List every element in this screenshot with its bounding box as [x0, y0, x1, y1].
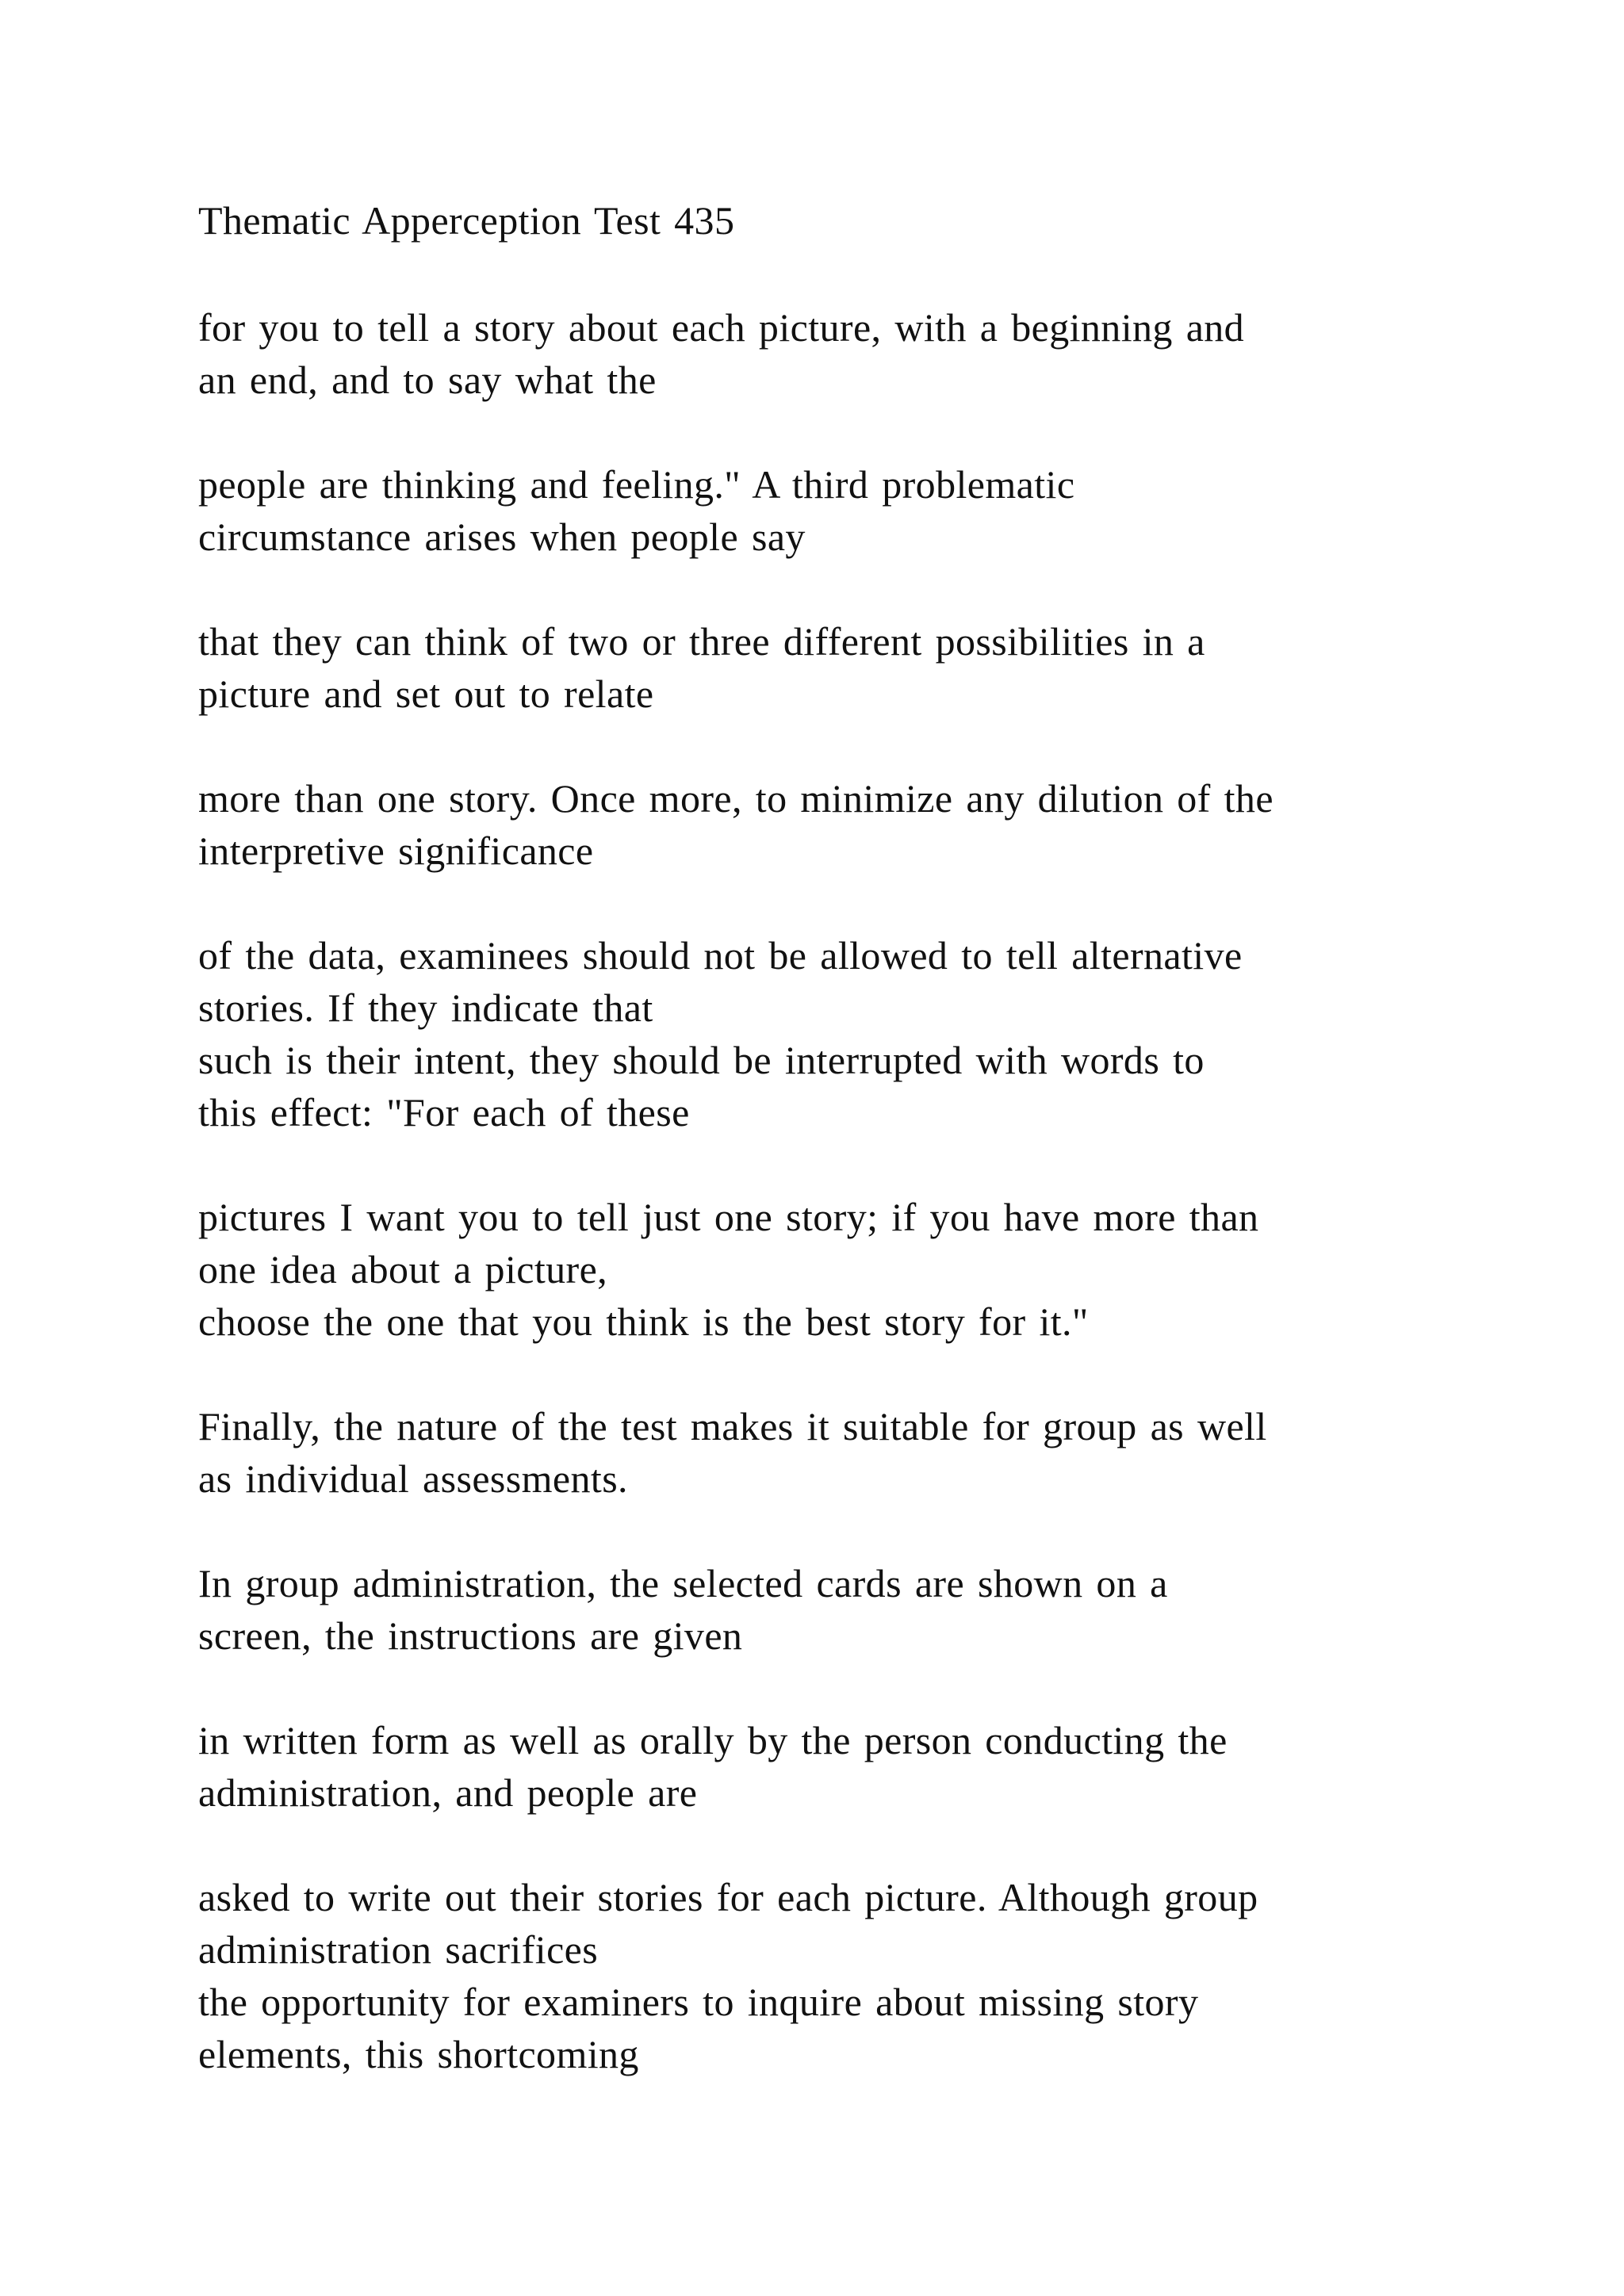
text-line: such is their intent, they should be interrupted with words to: [198, 1038, 1205, 1082]
text-line: of the data, examinees should not be allowed to tell alternative: [198, 933, 1243, 978]
text-line: administration sacrifices: [198, 1927, 599, 1972]
text-line: in written form as well as orally by the person conducting the: [198, 1718, 1228, 1762]
text-line: administration, and people are: [198, 1770, 698, 1815]
text-line: stories. If they indicate that: [198, 985, 653, 1030]
text-line: picture and set out to relate: [198, 672, 654, 716]
page-header: Thematic Apperception Test 435: [198, 198, 735, 243]
text-line: the opportunity for examiners to inquire about missing story: [198, 1980, 1199, 2024]
text-line: choose the one that you think is the best story for it.": [198, 1299, 1089, 1344]
text-line: that they can think of two or three different possibilities in a: [198, 619, 1205, 664]
text-line: for you to tell a story about each picture, with a beginning and: [198, 305, 1245, 350]
text-line: elements, this shortcoming: [198, 2032, 639, 2076]
text-line: asked to write out their stories for each picture. Although group: [198, 1875, 1258, 1919]
text-line: In group administration, the selected cards are shown on a: [198, 1561, 1168, 1605]
text-line: an end, and to say what the: [198, 358, 657, 402]
text-line: this effect: "For each of these: [198, 1090, 690, 1135]
text-line: interpretive significance: [198, 828, 594, 873]
text-line: pictures I want you to tell just one story; if you have more than: [198, 1195, 1259, 1239]
text-line: more than one story. Once more, to minimize any dilution of the: [198, 776, 1274, 821]
text-line: as individual assessments.: [198, 1456, 628, 1501]
text-line: one idea about a picture,: [198, 1247, 608, 1292]
text-line: screen, the instructions are given: [198, 1613, 743, 1658]
text-line: circumstance arises when people say: [198, 515, 806, 559]
text-line: people are thinking and feeling." A third problematic: [198, 462, 1075, 507]
text-line: Finally, the nature of the test makes it suitable for group as well: [198, 1404, 1267, 1448]
